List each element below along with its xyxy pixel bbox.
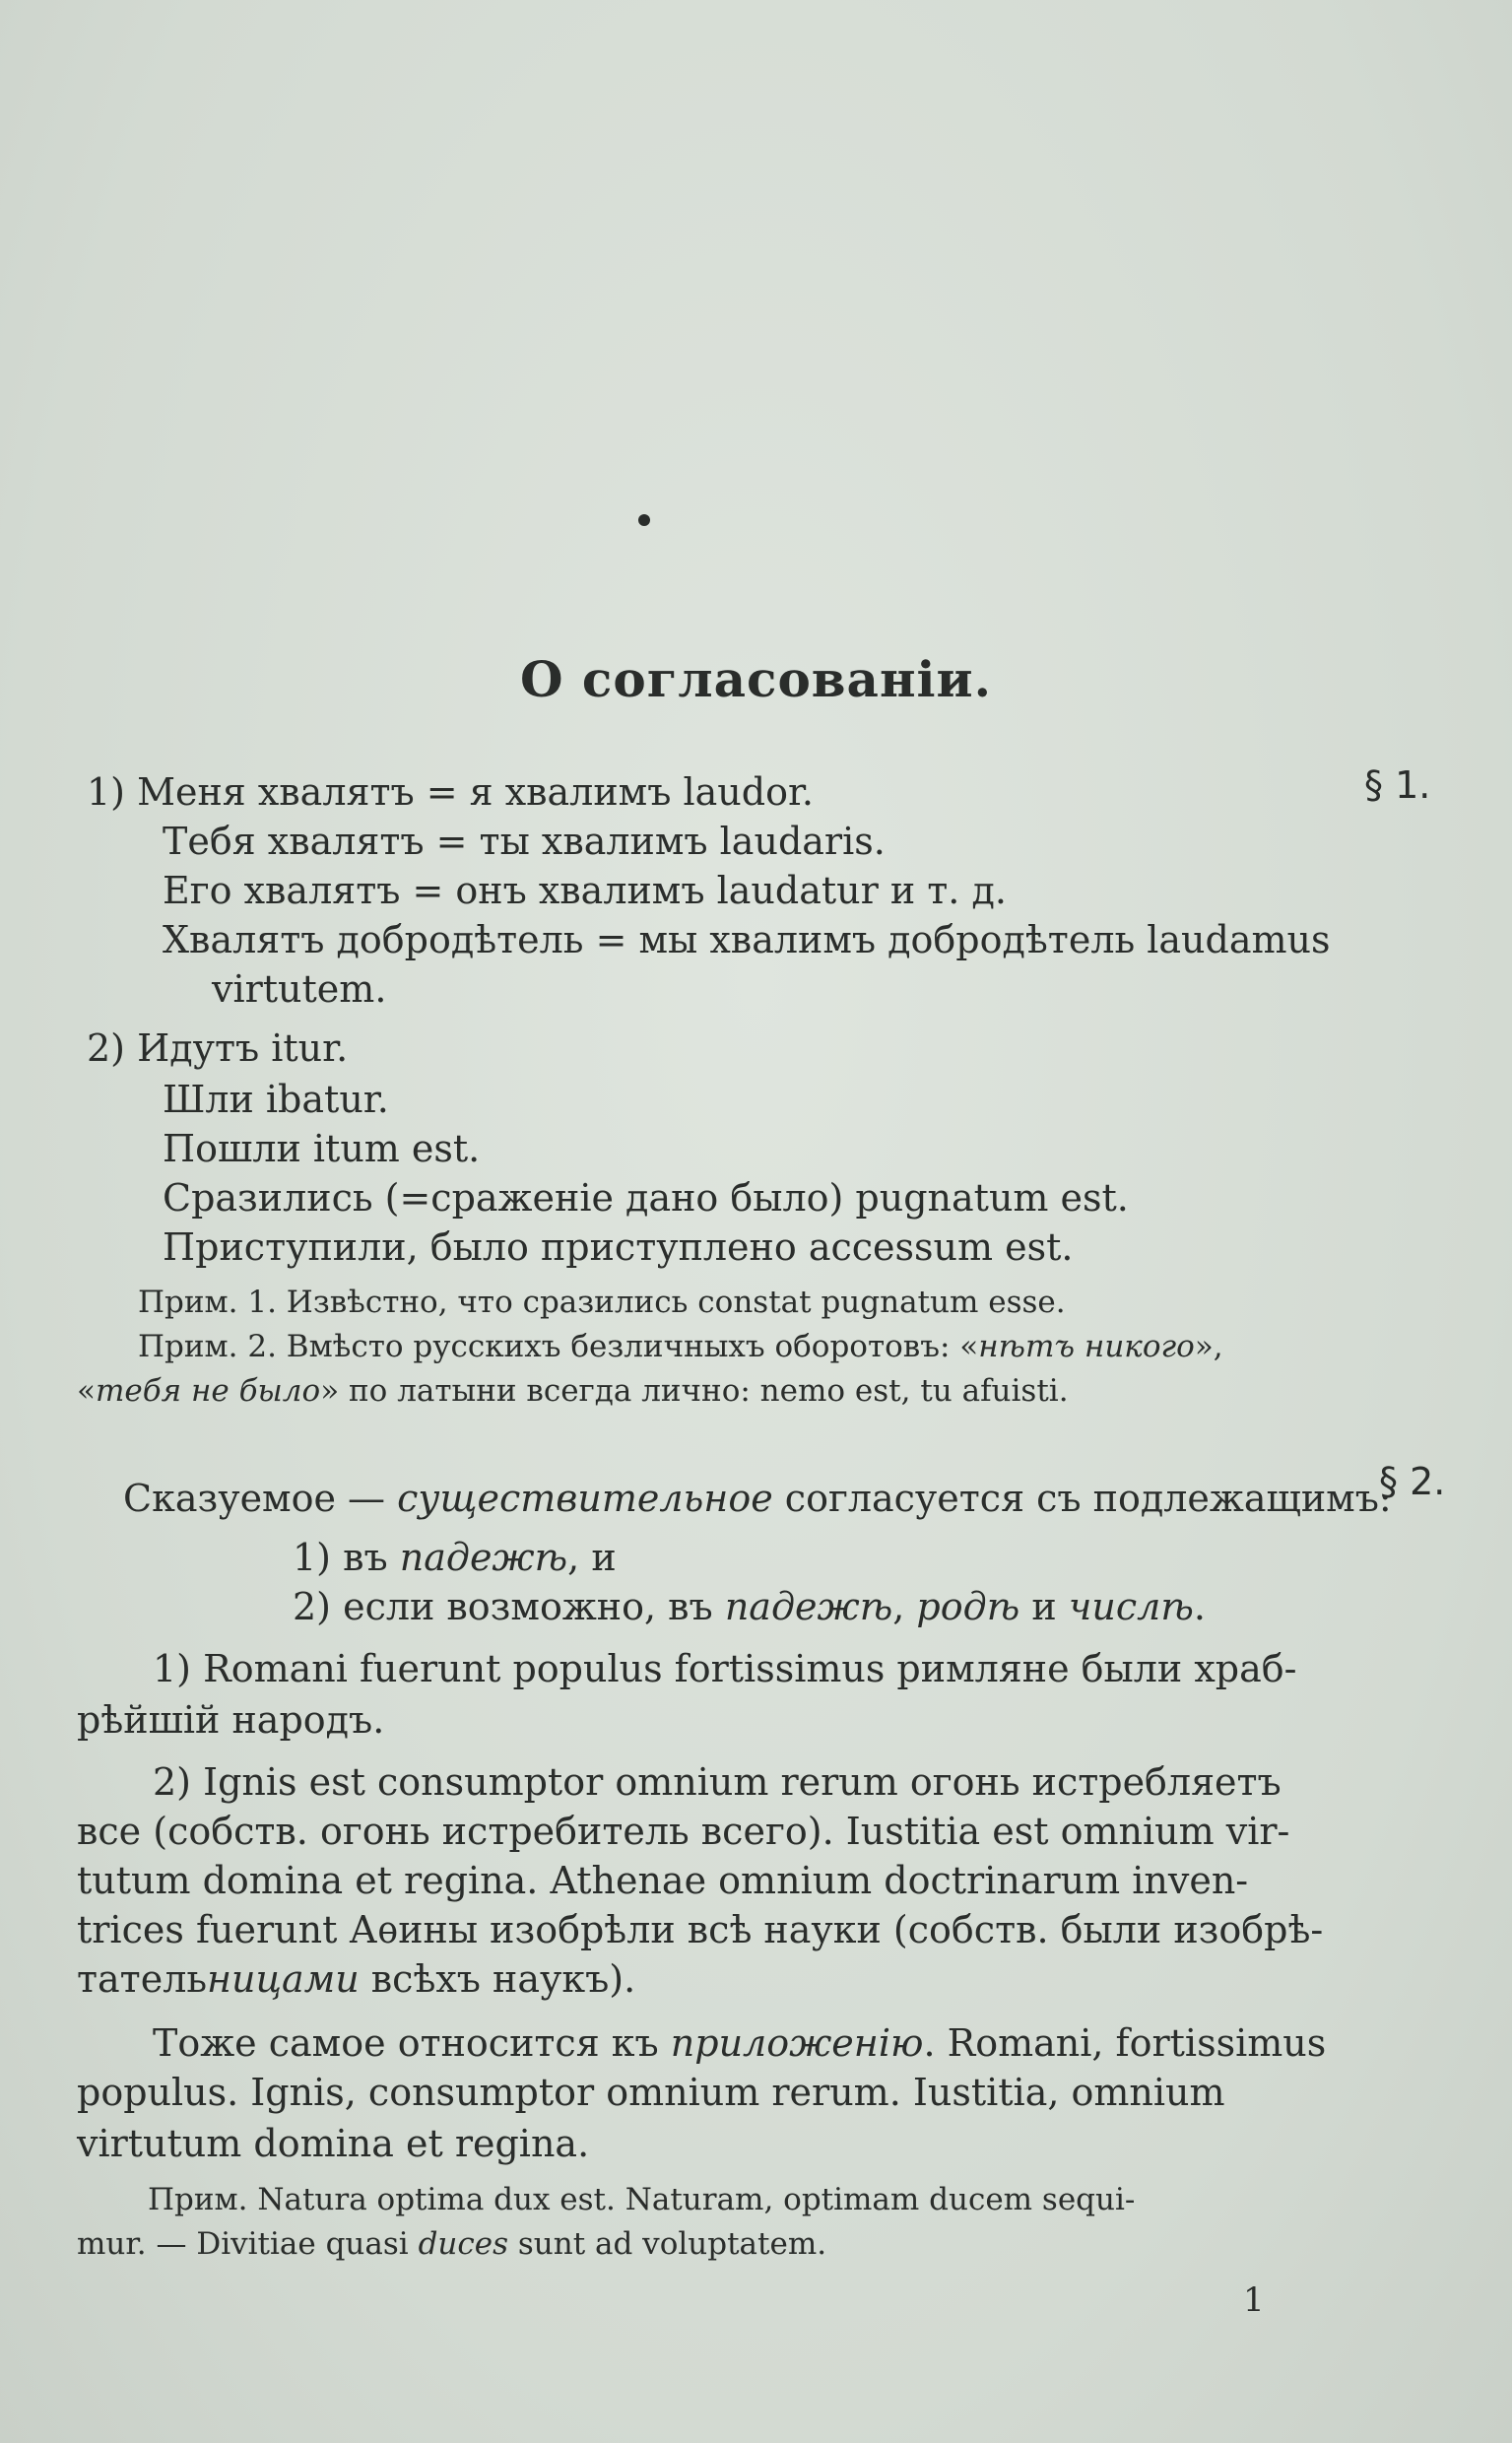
text-line: Пошли itum est. [163,1127,481,1170]
text-line: Сказуемое — существительное согласуется съ подлежащимъ: [123,1477,1392,1520]
text-line: 2) если возможно, въ падежѣ, родѣ и числѣ. [293,1585,1206,1628]
page-title: О согласованіи. [519,650,993,708]
text-line: 1) Romani fuerunt populus fortissimus римляне были храб- [153,1647,1297,1690]
text-line: рѣйшій народъ. [77,1698,385,1742]
note-line: mur. — Divitiae quasi duces sunt ad voluptatem. [77,2226,827,2262]
text-line: populus. Ignis, consumptor omnium rerum. Iustitia, omnium [77,2071,1225,2114]
text-line: trices fuerunt Аѳины изобрѣли всѣ науки (собств. были изобрѣ- [77,1908,1324,1951]
text-line: все (собств. огонь истребитель всего). Iustitia est omnium vir- [77,1810,1290,1853]
text-line: Его хвалятъ = онъ хвалимъ laudatur и т. д. [163,869,1007,912]
text-line: Хвалятъ добродѣтель = мы хвалимъ добродѣтель laudamus [163,918,1331,961]
text-line: 2) Идутъ itur. [87,1026,349,1070]
text-line: 2) Ignis est consumptor omnium rerum огонь истребляетъ [153,1760,1282,1804]
text-line: Приступили, было приступлено accessum est. [163,1225,1074,1269]
note-line: Прим. 1. Извѣстно, что сразились constat pugnatum esse. [138,1285,1066,1320]
note-line: Прим. Natura optima dux est. Naturam, optimam ducem sequi- [148,2182,1136,2217]
text-line: tutum domina et regina. Athenae omnium doctrinarum inven- [77,1859,1249,1902]
note-line: «тебя не было» по латыни всегда лично: nemo est, tu afuisti. [77,1373,1069,1409]
text-line: тательницами всѣхъ наукъ). [77,1957,636,2001]
text-line: virtutum domina et regina. [77,2122,590,2165]
page-number: 1 [1243,2280,1265,2320]
text-line: Тоже самое относится къ приложенію. Romani, fortissimus [153,2021,1327,2065]
note-line: Прим. 2. Вмѣсто русскихъ безличныхъ оборотовъ: «нѣтъ никого», [138,1329,1223,1364]
section-marker-1: § 1. [1364,763,1431,807]
text-line: virtutem. [212,967,387,1011]
text-line: Сразились (=сраженіе дано было) pugnatum est. [163,1176,1129,1220]
text-line: Тебя хвалятъ = ты хвалимъ laudaris. [163,820,886,863]
text-line: Шли ibatur. [163,1078,389,1121]
ornament-dot [638,514,650,526]
text-line: 1) Меня хвалятъ = я хвалимъ laudor. [87,770,815,814]
section-marker-2: § 2. [1379,1460,1446,1503]
text-line: 1) въ падежѣ, и [293,1536,617,1579]
